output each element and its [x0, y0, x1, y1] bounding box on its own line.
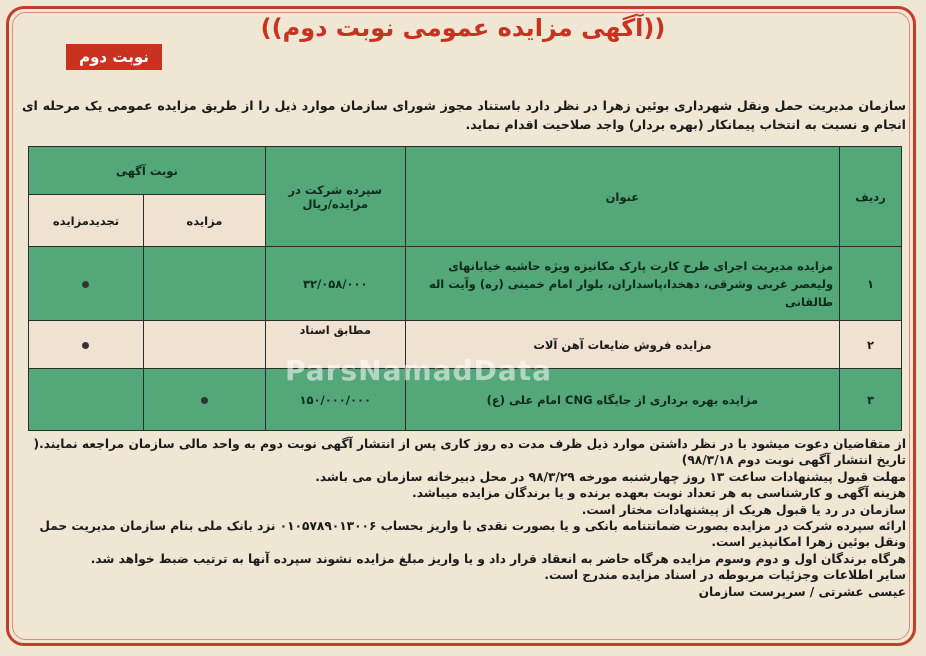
- header-title: عنوان: [405, 147, 839, 247]
- table-row: [29, 369, 902, 431]
- header-row-number: ردیف: [840, 147, 902, 247]
- row-deposit: ۳۲/۰۵۸/۰۰۰: [265, 247, 405, 321]
- watermark-text: ParsNamadData: [285, 354, 552, 387]
- terms-line: هرگاه برندگان اول و دوم وسوم مزایده هرگاه حاضر به انعقاد قرار داد و یا واریز مبلغ مزایده نشوند سپرده آنها به ترتیب ضبط خواهد شد.: [90, 551, 906, 566]
- row-title: مزایده بهره برداری از جایگاه CNG امام علی (ع): [405, 369, 839, 431]
- row-number: ۳: [840, 369, 902, 431]
- terms-body: [22, 436, 906, 600]
- header-auction: مزایده: [143, 195, 265, 247]
- terms-line: مهلت قبول پیشنهادات ساعت ۱۳ روز چهارشنبه مورخه ۹۸/۳/۲۹ در محل دبیرخانه سازمان می باشد.: [315, 469, 906, 484]
- terms-line: سایر اطلاعات وجزئیات مربوطه در اسناد مزایده مندرج است.: [544, 568, 906, 583]
- row-renewal-mark: [29, 247, 144, 321]
- bullet-mark-icon: [82, 342, 89, 349]
- terms-line: ارائه سپرده شرکت در مزایده بصورت ضمانتنامه بانکی و یا بصورت نقدی با واریز بحساب ۰۱۰۵۷۸۹۰۱۳۰۰۶ نزد بانک ملی بنام سازمان مدیریت حمل ونقل بوئین زهرا امکانپذیر است.: [39, 519, 906, 550]
- table-row: [29, 247, 902, 321]
- signature-line: عیسی عشرتی / سرپرست سازمان: [698, 584, 906, 599]
- ad-headline: ((آگهی مزایده عمومی نوبت دوم)): [260, 14, 666, 42]
- header-deposit: سپرده شرکت در مزایده/ریال: [265, 147, 405, 247]
- row-title: مزایده مدیریت اجرای طرح کارت پارک مکانیزه ویژه حاشیه خیابانهای ولیعصر غربی وشرقی، دهخدا،پاسداران، بلوار امام خمینی (ره) وآیت اله طالقانی: [405, 247, 839, 321]
- second-notice-badge: نوبت دوم: [66, 44, 162, 70]
- terms-line: هزینه آگهی و کارشناسی به هر تعداد نوبت بعهده برنده و یا برندگان مزایده میباشد.: [412, 486, 906, 501]
- row-number: ۱: [840, 247, 902, 321]
- terms-line: سازمان در رد یا قبول هریک از پیشنهادات مختار است.: [581, 502, 906, 517]
- row-number: ۲: [840, 321, 902, 369]
- intro-paragraph: سازمان مدیریت حمل ونقل شهرداری بوئین زهرا در نظر دارد باستناد مجوز شورای سازمان موارد ذیل را از طریق مزایده عمومی یک مرحله ای انجام و نسبت به انتخاب پیمانکار (بهره بردار) واجد صلاحیت اقدام نماید.: [22, 98, 906, 132]
- row-deposit: مطابق اسناد: [265, 321, 405, 369]
- auction-table: [28, 146, 902, 431]
- row-title: مزایده فروش ضایعات آهن آلات: [405, 321, 839, 369]
- row-deposit: ۱۵۰/۰۰۰/۰۰۰: [265, 369, 405, 431]
- row-auction-mark: [143, 247, 265, 321]
- header-renewal: تجدیدمزایده: [29, 195, 144, 247]
- table-row: [29, 321, 902, 369]
- row-auction-mark: [143, 369, 265, 431]
- row-auction-mark: [143, 321, 265, 369]
- bullet-mark-icon: [201, 397, 208, 404]
- row-renewal-mark: [29, 369, 144, 431]
- terms-line: از متقاضیان دعوت میشود با در نظر داشتن موارد ذیل ظرف مدت ده روز کاری پس از انتشار آگهی نوبت دوم به واحد مالی سازمان مراجعه نمایند.( تاریخ انتشار آگهی نوبت دوم ۹۸/۳/۱۸): [33, 437, 906, 468]
- row-renewal-mark: [29, 321, 144, 369]
- header-notice: نوبت آگهی: [29, 147, 266, 195]
- bullet-mark-icon: [82, 281, 89, 288]
